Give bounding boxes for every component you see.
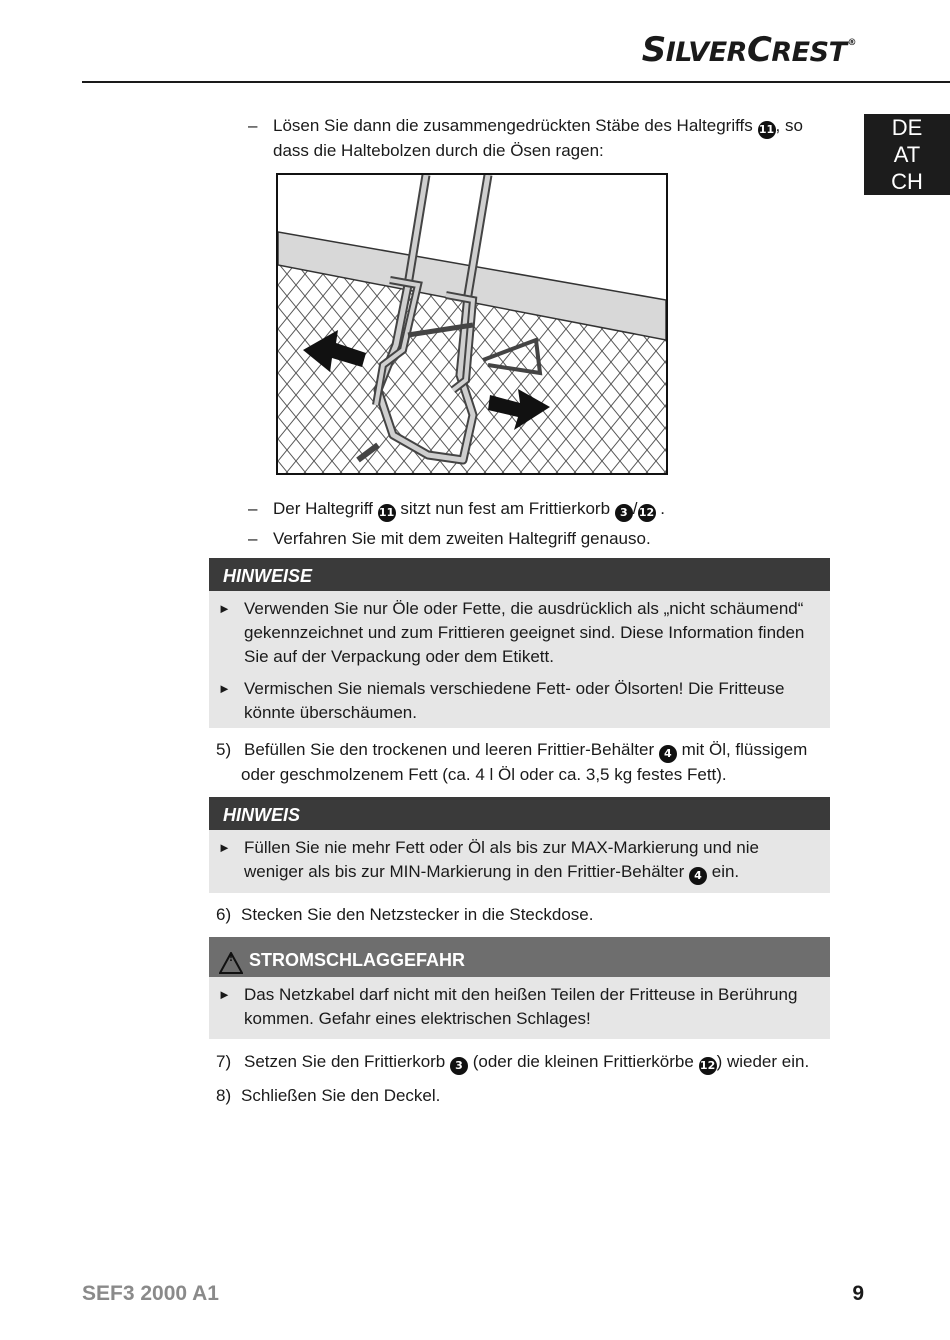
notes-heading [209,558,830,591]
step-number: 6) [216,905,232,924]
brand-letters: ILVER [665,37,747,68]
dash-marker: – [248,116,258,135]
dash-marker [248,497,257,521]
text: dass die Haltebolzen durch die Ösen ragen: [273,141,604,160]
text: Der Haltegriff [273,499,373,518]
step-number: 8) [216,1086,232,1105]
step-number: 5) [216,740,232,759]
step-text: Schließen Sie den Deckel. [241,1086,441,1105]
lang-ch: CH [891,169,923,194]
notes-title: HINWEISE [223,566,313,586]
instruction-text [273,527,833,551]
brand-letter: S [641,30,666,70]
step-text: Stecken Sie den Netzstecker in die Steckdose. [241,905,594,924]
text: , so [775,116,803,135]
text: ) wieder ein. [716,1052,810,1071]
lang-at: AT [893,142,921,167]
handle-illustration [276,173,668,475]
instruction-text [273,114,833,163]
part-number-badge: 4 [659,745,677,763]
bullet-arrow-icon: ► [218,681,231,696]
text: (oder die kleinen Frittierkörbe [472,1052,694,1071]
warning-mark: ! [229,950,233,964]
warning-title: STROMSCHLAGGEFAHR [249,950,465,970]
step-number: 7) [216,1052,232,1071]
text: weniger als bis zur MIN-Markierung in den Frittier-Behälter [244,862,685,881]
registered-mark: ® [847,38,856,48]
language-tab [864,114,950,195]
note-item [244,677,829,725]
dash-marker: – [248,529,258,548]
step-text: oder geschmolzenem Fett (ca. 4 l Öl oder ca. 3,5 kg festes Fett). [241,765,727,784]
text: Setzen Sie den Frittierkorb [244,1052,446,1071]
text: Füllen Sie nie mehr Fett oder Öl als bis zur MAX-Markierung und nie [244,838,759,857]
note-item [244,836,829,885]
text: Befüllen Sie den trockenen und leeren Frittier-Behälter [244,740,655,759]
brand-letter: C [746,30,772,70]
step-text [244,1050,844,1075]
text: gekennzeichnet und zum Frittieren geeignet sind. Diese Information finden [244,623,805,642]
text: Verfahren Sie mit dem zweiten Haltegriff genauso. [273,529,651,548]
note-heading [209,797,830,830]
part-number-badge: 11 [758,121,776,139]
part-number-badge: 12 [638,504,656,522]
text: Verwenden Sie nur Öle oder Fette, die ausdrücklich als „nicht schäumend“ [244,599,804,618]
brand-letters: REST [771,37,847,68]
text: sitzt nun fest am Frittierkorb [400,499,611,518]
note-item [244,597,829,669]
dash-item [248,114,257,138]
text: / [632,499,638,518]
text: mit Öl, flüssigem [681,740,808,759]
dash-marker: – [248,499,258,518]
part-number-badge: 12 [699,1057,717,1075]
text: kommen. Gefahr eines elektrischen Schlages! [244,1009,591,1028]
part-number-badge: 4 [689,867,707,885]
text: Lösen Sie dann die zusammengedrückten Stäbe des Haltegriffs [273,116,753,135]
text: könnte überschäumen. [244,703,417,722]
part-number-badge: 11 [378,504,396,522]
handle-diagram [278,175,666,473]
bullet-arrow-icon: ► [218,987,231,1002]
bullet-arrow-icon: ► [218,840,231,855]
text: . [660,499,665,518]
warning-heading [209,937,830,977]
note-title: HINWEIS [223,805,301,825]
part-number-badge: 3 [615,504,633,522]
model-number: SEF3 2000 A1 [82,1282,219,1305]
brand-logo [642,30,856,70]
page-number: 9 [852,1282,864,1305]
text: Das Netzkabel darf nicht mit den heißen Teilen der Fritteuse in Berührung [244,985,798,1004]
text: Vermischen Sie niemals verschiedene Fett- oder Ölsorten! Die Fritteuse [244,679,785,698]
text: Sie auf der Verpackung oder dem Etikett. [244,647,554,666]
lang-de: DE [891,115,923,140]
text: ein. [711,862,740,881]
bullet-arrow-icon: ► [218,601,231,616]
dash-marker [248,527,257,551]
warning-item [244,983,829,1031]
header-rule [82,81,950,83]
part-number-badge: 3 [450,1057,468,1075]
instruction-text [273,497,833,522]
step-text [244,738,834,763]
